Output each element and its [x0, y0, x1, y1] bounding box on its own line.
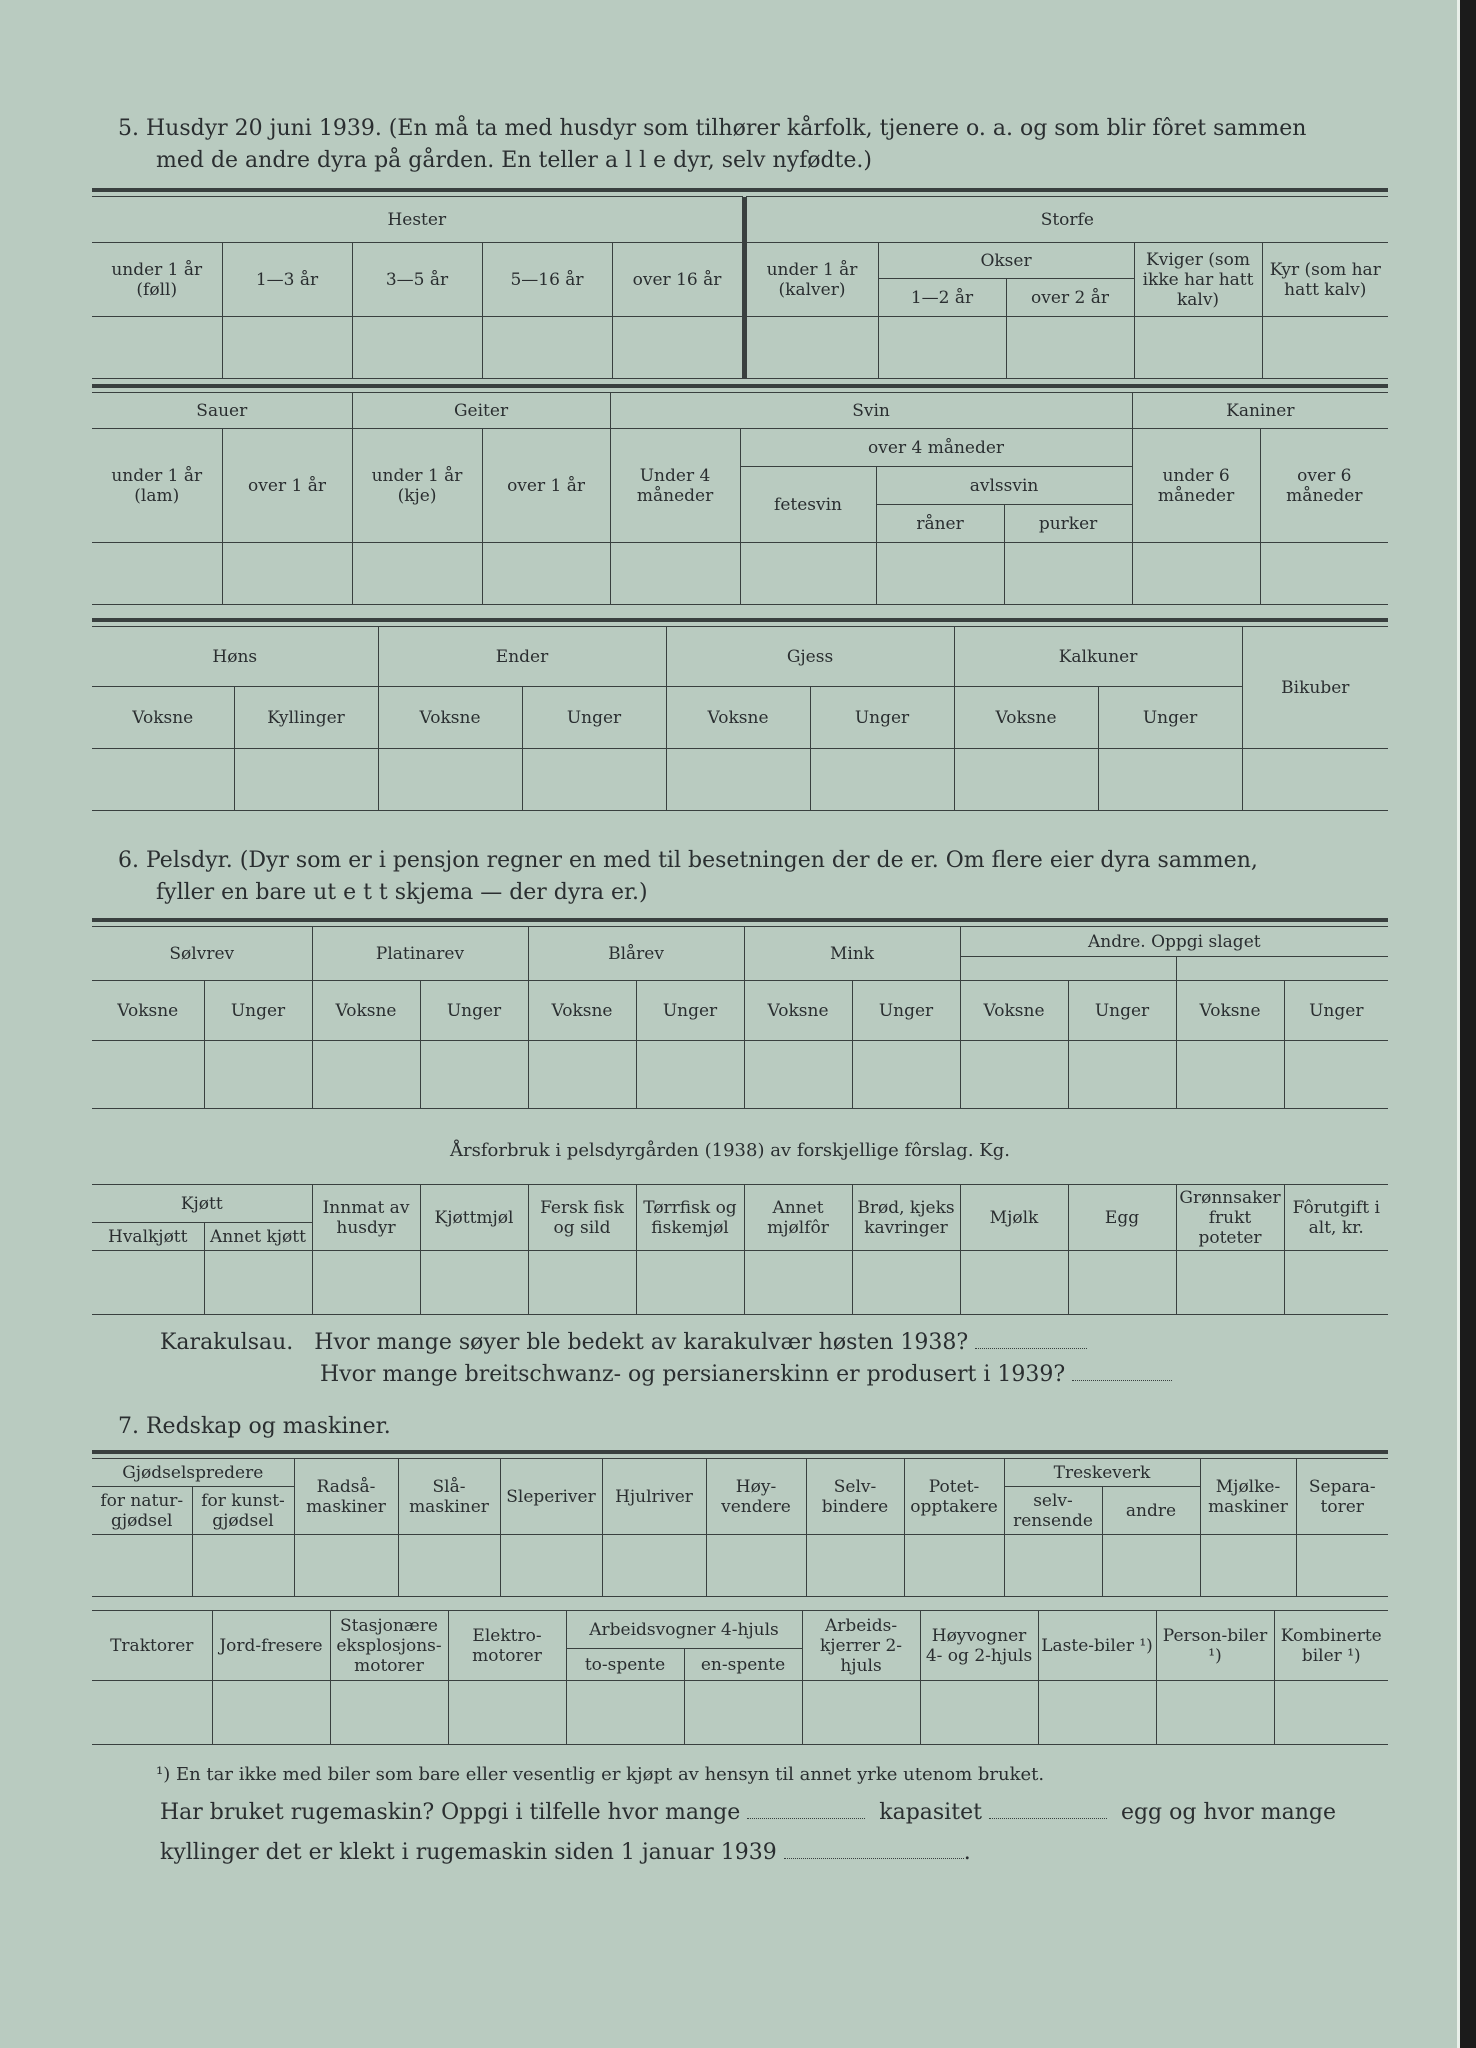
col-radsamaskiner: Radså-maskiner: [294, 1459, 398, 1535]
input-cell[interactable]: [1068, 1251, 1176, 1315]
rule: [92, 618, 1388, 622]
col-under1-foll: under 1 år (føll): [92, 243, 222, 317]
input-cell[interactable]: [482, 543, 610, 605]
col-en-spente: en-spente: [684, 1649, 802, 1681]
input-cell[interactable]: [744, 1041, 852, 1109]
header-arbeidsvogner: Arbeidsvogner 4-hjuls: [566, 1611, 802, 1649]
header-svin-over4: over 4 måneder: [740, 429, 1132, 467]
input-cell[interactable]: [636, 1251, 744, 1315]
input-cell[interactable]: [1156, 1681, 1274, 1745]
header-blarev: Blårev: [528, 927, 744, 981]
ruge-q1c: egg og hvor mange: [1120, 1800, 1337, 1825]
col-elektromotorer: Elektro-motorer: [448, 1611, 566, 1681]
col-voksne: Voksne: [1176, 981, 1284, 1041]
table-pelsdyr: [92, 926, 1388, 1109]
col-kunstgjodsel: for kunst-gjødsel: [192, 1487, 294, 1535]
input-cell[interactable]: [1176, 1251, 1284, 1315]
header-avlssvin: avlssvin: [876, 467, 1132, 505]
table-sauer-svin: [92, 392, 1388, 605]
input-cell[interactable]: [294, 1535, 398, 1597]
input-cell[interactable]: [222, 543, 352, 605]
header-okser: Okser: [878, 243, 1134, 279]
input-cell[interactable]: [92, 1535, 192, 1597]
col-voksne: Voksne: [960, 981, 1068, 1041]
rule: [92, 188, 1388, 192]
section5-line2: med de andre dyra på gården. En teller a l l e dyr, selv nyfødte.): [156, 148, 872, 173]
col-1-3: 1—3 år: [222, 243, 352, 317]
karakul-q2-field[interactable]: [1072, 1362, 1172, 1381]
input-cell[interactable]: [802, 1681, 920, 1745]
col-kje: under 1 år (kje): [352, 429, 482, 543]
input-cell[interactable]: [740, 543, 876, 605]
col-gjess-unger: Unger: [810, 687, 954, 749]
col-voksne: Voksne: [312, 981, 420, 1041]
col-gronnsaker: Grønnsaker frukt poteter: [1176, 1185, 1284, 1251]
section5-line1: 5. Husdyr 20 juni 1939. (En må ta med husdyr som tilhører kårfolk, tjenere o. a. og som blir fôret sammen: [118, 116, 1307, 141]
input-cell[interactable]: [1132, 543, 1260, 605]
input-cell[interactable]: [378, 749, 522, 811]
ruge-q1a: Har bruket rugemaskin? Oppgi i tilfelle hvor mange: [160, 1800, 741, 1825]
input-cell[interactable]: [1274, 1681, 1388, 1745]
input-cell[interactable]: [1242, 749, 1388, 811]
col-raner: råner: [876, 505, 1004, 543]
input-cell[interactable]: [612, 317, 742, 379]
input-cell[interactable]: [92, 543, 222, 605]
input-cell[interactable]: [954, 749, 1098, 811]
input-cell[interactable]: [234, 749, 378, 811]
header-treskeverk: Treskeverk: [1004, 1459, 1200, 1487]
header-gjess: Gjess: [666, 627, 954, 687]
input-cell[interactable]: [878, 317, 1006, 379]
ruge-line2: kyllinger det er klekt i rugemaskin siden 1 januar 1939 .: [160, 1840, 971, 1865]
col-selvrensende: selv-rensende: [1004, 1487, 1102, 1535]
col-ender-unger: Unger: [522, 687, 666, 749]
col-hjulriver: Hjulriver: [602, 1459, 706, 1535]
header-kaniner: Kaniner: [1132, 393, 1388, 429]
input-cell[interactable]: [500, 1535, 602, 1597]
col-purker: purker: [1004, 505, 1132, 543]
header-hester: Hester: [92, 197, 742, 243]
col-fetesvin: fetesvin: [740, 467, 876, 543]
ruge-kapasitet-field[interactable]: [989, 1800, 1107, 1819]
header-kjott: Kjøtt: [92, 1185, 312, 1223]
input-cell[interactable]: [204, 1251, 312, 1315]
footnote: ¹) En tar ikke med biler som bare eller vesentlig er kjøpt av hensyn til annet yrke utenom bruket.: [156, 1764, 1045, 1785]
col-okser-over2: over 2 år: [1006, 279, 1134, 317]
input-cell[interactable]: [312, 1041, 420, 1109]
input-cell[interactable]: [420, 1251, 528, 1315]
ruge-kyllinger-field[interactable]: [784, 1840, 964, 1859]
input-cell[interactable]: [1260, 543, 1388, 605]
col-3-5: 3—5 år: [352, 243, 482, 317]
col-slamaskiner: Slå-maskiner: [398, 1459, 500, 1535]
header-ender: Ender: [378, 627, 666, 687]
input-cell[interactable]: [1006, 317, 1134, 379]
karakul-line1: [160, 1328, 1087, 1358]
input-cell[interactable]: [398, 1535, 500, 1597]
col-forutgift: Fôrutgift i alt, kr.: [1284, 1185, 1388, 1251]
input-cell[interactable]: [92, 1041, 204, 1109]
input-cell[interactable]: [610, 543, 740, 605]
col-egg: Egg: [1068, 1185, 1176, 1251]
col-sauer-over1: over 1 år: [222, 429, 352, 543]
input-cell[interactable]: [602, 1535, 706, 1597]
input-cell[interactable]: [666, 749, 810, 811]
col-unger: Unger: [420, 981, 528, 1041]
table-forbruk: [92, 1184, 1388, 1315]
col-brod: Brød, kjeks kavringer: [852, 1185, 960, 1251]
input-cell[interactable]: [212, 1681, 330, 1745]
col-stasjonaere-motorer: Stasjonære eksplosjons-motorer: [330, 1611, 448, 1681]
col-hoyvendere: Høy-vendere: [706, 1459, 806, 1535]
input-cell[interactable]: [1296, 1535, 1388, 1597]
col-kyr: Kyr (som har hatt kalv): [1262, 243, 1388, 317]
col-annet-kjott: Annet kjøtt: [204, 1223, 312, 1251]
col-to-spente: to-spente: [566, 1649, 684, 1681]
input-cell[interactable]: [448, 1681, 566, 1745]
input-cell[interactable]: [1134, 317, 1262, 379]
input-cell[interactable]: [312, 1251, 420, 1315]
andre-slag-1[interactable]: [960, 957, 1176, 981]
section6-line1: 6. Pelsdyr. (Dyr som er i pensjon regner en med til besetningen der de er. Om flere eier dyra sammen,: [118, 848, 1258, 873]
header-sauer: Sauer: [92, 393, 352, 429]
input-cell[interactable]: [92, 1251, 204, 1315]
header-solvrev: Sølvrev: [92, 927, 312, 981]
input-cell[interactable]: [92, 749, 234, 811]
header-platinarev: Platinarev: [312, 927, 528, 981]
input-cell[interactable]: [522, 749, 666, 811]
ruge-q2: kyllinger det er klekt i rugemaskin siden 1 januar 1939: [160, 1840, 777, 1865]
input-cell[interactable]: [1102, 1535, 1200, 1597]
karakul-q2: Hvor mange breitschwanz- og persianerskinn er produsert i 1939?: [320, 1362, 1066, 1387]
section7-title: 7. Redskap og maskiner.: [118, 1414, 391, 1439]
input-cell[interactable]: [482, 317, 612, 379]
col-traktorer: Traktorer: [92, 1611, 212, 1681]
input-cell[interactable]: [528, 1041, 636, 1109]
col-torrfisk: Tørrfisk og fiskemjøl: [636, 1185, 744, 1251]
col-kalver: under 1 år (kalver): [746, 243, 878, 317]
input-cell[interactable]: [1284, 1041, 1388, 1109]
table-redskap-1: [92, 1458, 1388, 1597]
col-unger: Unger: [852, 981, 960, 1041]
table-fjaerfe: [92, 626, 1388, 811]
col-gjess-voksne: Voksne: [666, 687, 810, 749]
table-redskap-2: [92, 1610, 1388, 1745]
header-kalkuner: Kalkuner: [954, 627, 1242, 687]
header-andre: Andre. Oppgi slaget: [960, 927, 1388, 957]
input-cell[interactable]: [810, 749, 954, 811]
ruge-q1b: kapasitet: [879, 1800, 982, 1825]
col-hons-voksne: Voksne: [92, 687, 234, 749]
col-separatorer: Separa-torer: [1296, 1459, 1388, 1535]
input-cell[interactable]: [528, 1251, 636, 1315]
header-storfe: Storfe: [746, 197, 1388, 243]
col-hoyvogner: Høyvogner 4- og 2-hjuls: [920, 1611, 1038, 1681]
col-bikuber: Bikuber: [1242, 627, 1388, 749]
col-lam: under 1 år (lam): [92, 429, 222, 543]
col-lastebiler: Laste-biler ¹): [1038, 1611, 1156, 1681]
table-hester-storfe: [92, 196, 1388, 379]
col-voksne: Voksne: [528, 981, 636, 1041]
input-cell[interactable]: [566, 1681, 684, 1745]
col-mjolkemaskiner: Mjølke-maskiner: [1200, 1459, 1296, 1535]
input-cell[interactable]: [330, 1681, 448, 1745]
input-cell[interactable]: [960, 1041, 1068, 1109]
input-cell[interactable]: [1176, 1041, 1284, 1109]
input-cell[interactable]: [636, 1041, 744, 1109]
col-ender-voksne: Voksne: [378, 687, 522, 749]
rule: [92, 1450, 1388, 1454]
col-treske-andre: andre: [1102, 1487, 1200, 1535]
rule: [92, 384, 1388, 388]
input-cell[interactable]: [852, 1251, 960, 1315]
input-cell[interactable]: [1284, 1251, 1388, 1315]
input-cell[interactable]: [204, 1041, 312, 1109]
input-cell[interactable]: [876, 543, 1004, 605]
input-cell[interactable]: [920, 1681, 1038, 1745]
col-potetopptakere: Potet-opptakere: [904, 1459, 1004, 1535]
input-cell[interactable]: [1004, 543, 1132, 605]
col-voksne: Voksne: [92, 981, 204, 1041]
col-5-16: 5—16 år: [482, 243, 612, 317]
col-over16: over 16 år: [612, 243, 742, 317]
col-unger: Unger: [636, 981, 744, 1041]
col-personbiler: Person-biler ¹): [1156, 1611, 1274, 1681]
input-cell[interactable]: [420, 1041, 528, 1109]
input-cell[interactable]: [852, 1041, 960, 1109]
input-cell[interactable]: [684, 1681, 802, 1745]
input-cell[interactable]: [746, 317, 878, 379]
col-kalkuner-unger: Unger: [1098, 687, 1242, 749]
col-kaniner-over6: over 6 måneder: [1260, 429, 1388, 543]
input-cell[interactable]: [352, 317, 482, 379]
col-kalkuner-voksne: Voksne: [954, 687, 1098, 749]
input-cell[interactable]: [1068, 1041, 1176, 1109]
ruge-line1: [160, 1798, 1336, 1828]
input-cell[interactable]: [192, 1535, 294, 1597]
col-fersk-fisk: Fersk fisk og sild: [528, 1185, 636, 1251]
col-unger: Unger: [204, 981, 312, 1041]
input-cell[interactable]: [1200, 1535, 1296, 1597]
input-cell[interactable]: [92, 317, 222, 379]
col-sleperiver: Sleperiver: [500, 1459, 602, 1535]
col-voksne: Voksne: [744, 981, 852, 1041]
input-cell[interactable]: [904, 1535, 1004, 1597]
col-hvalkjott: Hvalkjøtt: [92, 1223, 204, 1251]
col-okser-1-2: 1—2 år: [878, 279, 1006, 317]
col-kombinerte-biler: Kombinerte biler ¹): [1274, 1611, 1388, 1681]
col-kviger: Kviger (som ikke har hatt kalv): [1134, 243, 1262, 317]
header-gjodsel: Gjødselspredere: [92, 1459, 294, 1487]
input-cell[interactable]: [1098, 749, 1242, 811]
header-hons: Høns: [92, 627, 378, 687]
input-cell[interactable]: [806, 1535, 904, 1597]
col-selvbindere: Selv-bindere: [806, 1459, 904, 1535]
section6-line2: fyller en bare ut e t t skjema — der dyra er.): [156, 880, 648, 905]
input-cell[interactable]: [352, 543, 482, 605]
input-cell[interactable]: [706, 1535, 806, 1597]
karakul-label: Karakulsau.: [160, 1330, 294, 1355]
rule: [92, 918, 1388, 922]
col-geiter-over1: over 1 år: [482, 429, 610, 543]
col-unger: Unger: [1284, 981, 1388, 1041]
input-cell[interactable]: [222, 317, 352, 379]
input-cell[interactable]: [1262, 317, 1388, 379]
col-naturgjodsel: for natur-gjødsel: [92, 1487, 192, 1535]
col-kaniner-under6: under 6 måneder: [1132, 429, 1260, 543]
andre-slag-2[interactable]: [1176, 957, 1388, 981]
col-svin-under4: Under 4 måneder: [610, 429, 740, 543]
forbruk-title: Årsforbruk i pelsdyrgården (1938) av forskjellige fôrslag. Kg.: [450, 1140, 1010, 1161]
col-arbeidskjerrer: Arbeids-kjerrer 2-hjuls: [802, 1611, 920, 1681]
header-geiter: Geiter: [352, 393, 610, 429]
col-annet-mjolfor: Annet mjølfôr: [744, 1185, 852, 1251]
col-mjolk: Mjølk: [960, 1185, 1068, 1251]
header-svin: Svin: [610, 393, 1132, 429]
col-innmat: Innmat av husdyr: [312, 1185, 420, 1251]
input-cell[interactable]: [960, 1251, 1068, 1315]
input-cell[interactable]: [92, 1681, 212, 1745]
input-cell[interactable]: [1038, 1681, 1156, 1745]
col-jordfresere: Jord-freserе: [212, 1611, 330, 1681]
col-unger: Unger: [1068, 981, 1176, 1041]
input-cell[interactable]: [744, 1251, 852, 1315]
karakul-q1-field[interactable]: [975, 1330, 1087, 1349]
input-cell[interactable]: [1004, 1535, 1102, 1597]
karakul-line2: [320, 1360, 1172, 1390]
ruge-antall-field[interactable]: [747, 1800, 865, 1819]
header-mink: Mink: [744, 927, 960, 981]
karakul-q1: Hvor mange søyer ble bedekt av karakulvær høsten 1938?: [314, 1330, 969, 1355]
col-kyllinger: Kyllinger: [234, 687, 378, 749]
col-kjottmjol: Kjøttmjøl: [420, 1185, 528, 1251]
